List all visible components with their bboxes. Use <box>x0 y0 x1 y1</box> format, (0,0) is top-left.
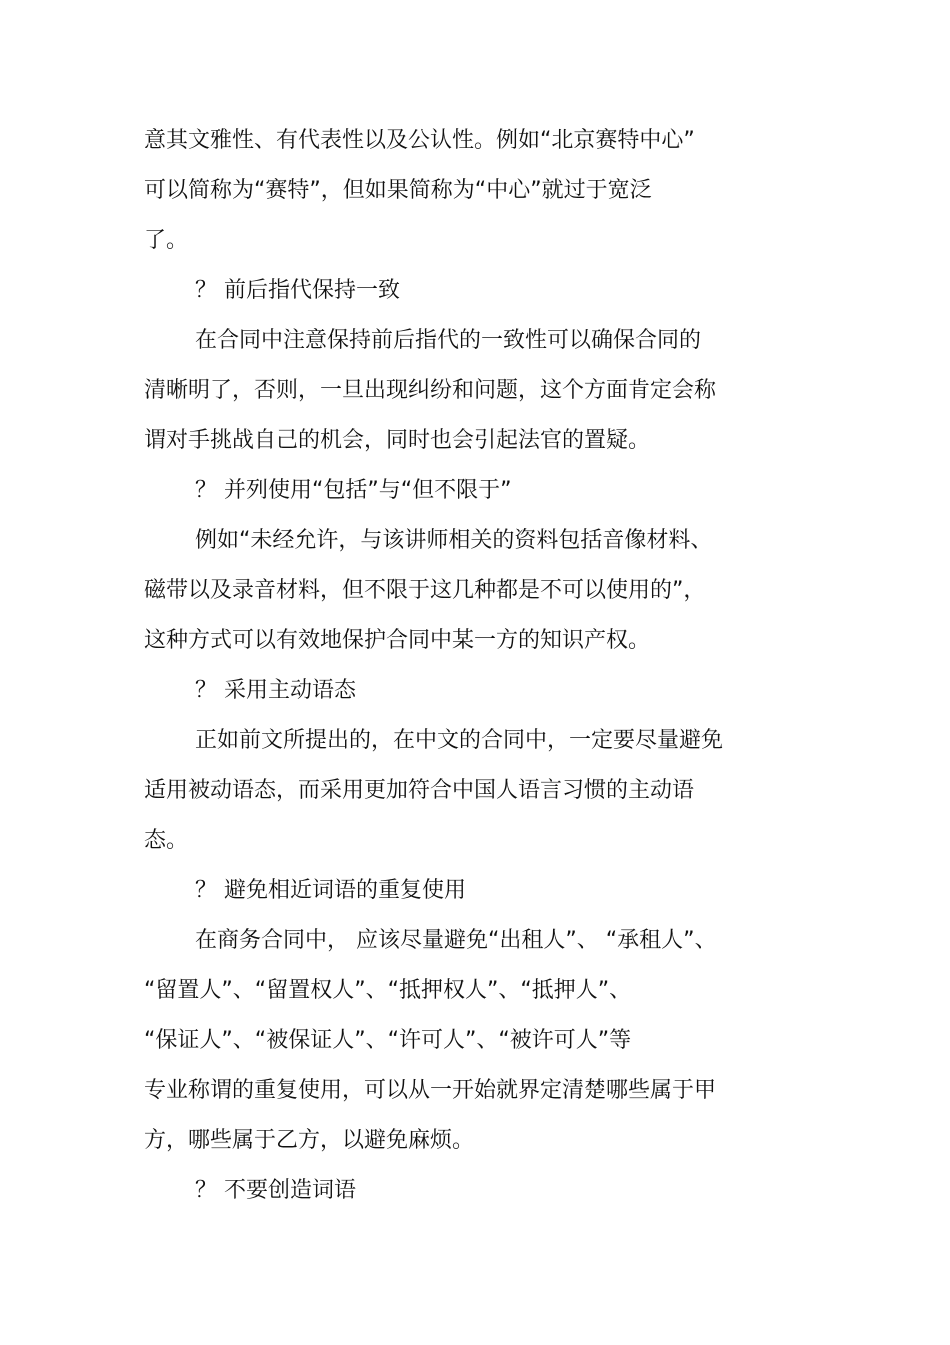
paragraph-line: 例如“未经允许，与该讲师相关的资料包括音像材料、 <box>195 528 713 553</box>
paragraph-line: 清晰明了，否则，一旦出现纠纷和问题，这个方面肯定会称 <box>144 378 717 403</box>
paragraph-line: 在合同中注意保持前后指代的一致性可以确保合同的 <box>195 328 702 353</box>
paragraph-line: 磁带以及录音材料，但不限于这几种都是不可以使用的”， <box>144 578 706 603</box>
paragraph-line: 适用被动语态，而采用更加符合中国人语言习惯的主动语 <box>144 778 695 803</box>
paragraph-line: 正如前文所提出的，在中文的合同中，一定要尽量避免 <box>195 728 724 753</box>
paragraph-line: 可以简称为“赛特”，但如果简称为“中心”就过于宽泛 <box>144 178 652 203</box>
section-heading: ？ 前后指代保持一致 <box>195 278 400 303</box>
paragraph-line: 意其文雅性、有代表性以及公认性。例如“北京赛特中心” <box>144 128 695 153</box>
paragraph-line: “留置人”、“留置权人”、“抵押权人”、“抵押人”、 <box>144 978 632 1003</box>
section-heading: ？ 不要创造词语 <box>195 1178 356 1203</box>
section-heading: ？ 采用主动语态 <box>195 678 356 703</box>
paragraph-line: 态。 <box>144 828 189 853</box>
paragraph-line: 谓对手挑战自己的机会，同时也会引起法官的置疑。 <box>144 428 651 453</box>
paragraph-line: 这种方式可以有效地保护合同中某一方的知识产权。 <box>144 628 651 653</box>
paragraph-line: “保证人”、“被保证人”、“许可人”、“被许可人”等 <box>144 1028 632 1053</box>
paragraph-line: 方，哪些属于乙方，以避免麻烦。 <box>144 1128 475 1153</box>
paragraph-line: 专业称谓的重复使用，可以从一开始就界定清楚哪些属于甲 <box>144 1078 717 1103</box>
paragraph-line: 在商务合同中， 应该尽量避免“出租人”、 “承租人”、 <box>195 928 717 953</box>
section-heading: ？ 并列使用“包括”与“但不限于” <box>195 478 512 503</box>
section-heading: ？ 避免相近词语的重复使用 <box>195 878 466 903</box>
paragraph-line: 了。 <box>144 228 189 253</box>
